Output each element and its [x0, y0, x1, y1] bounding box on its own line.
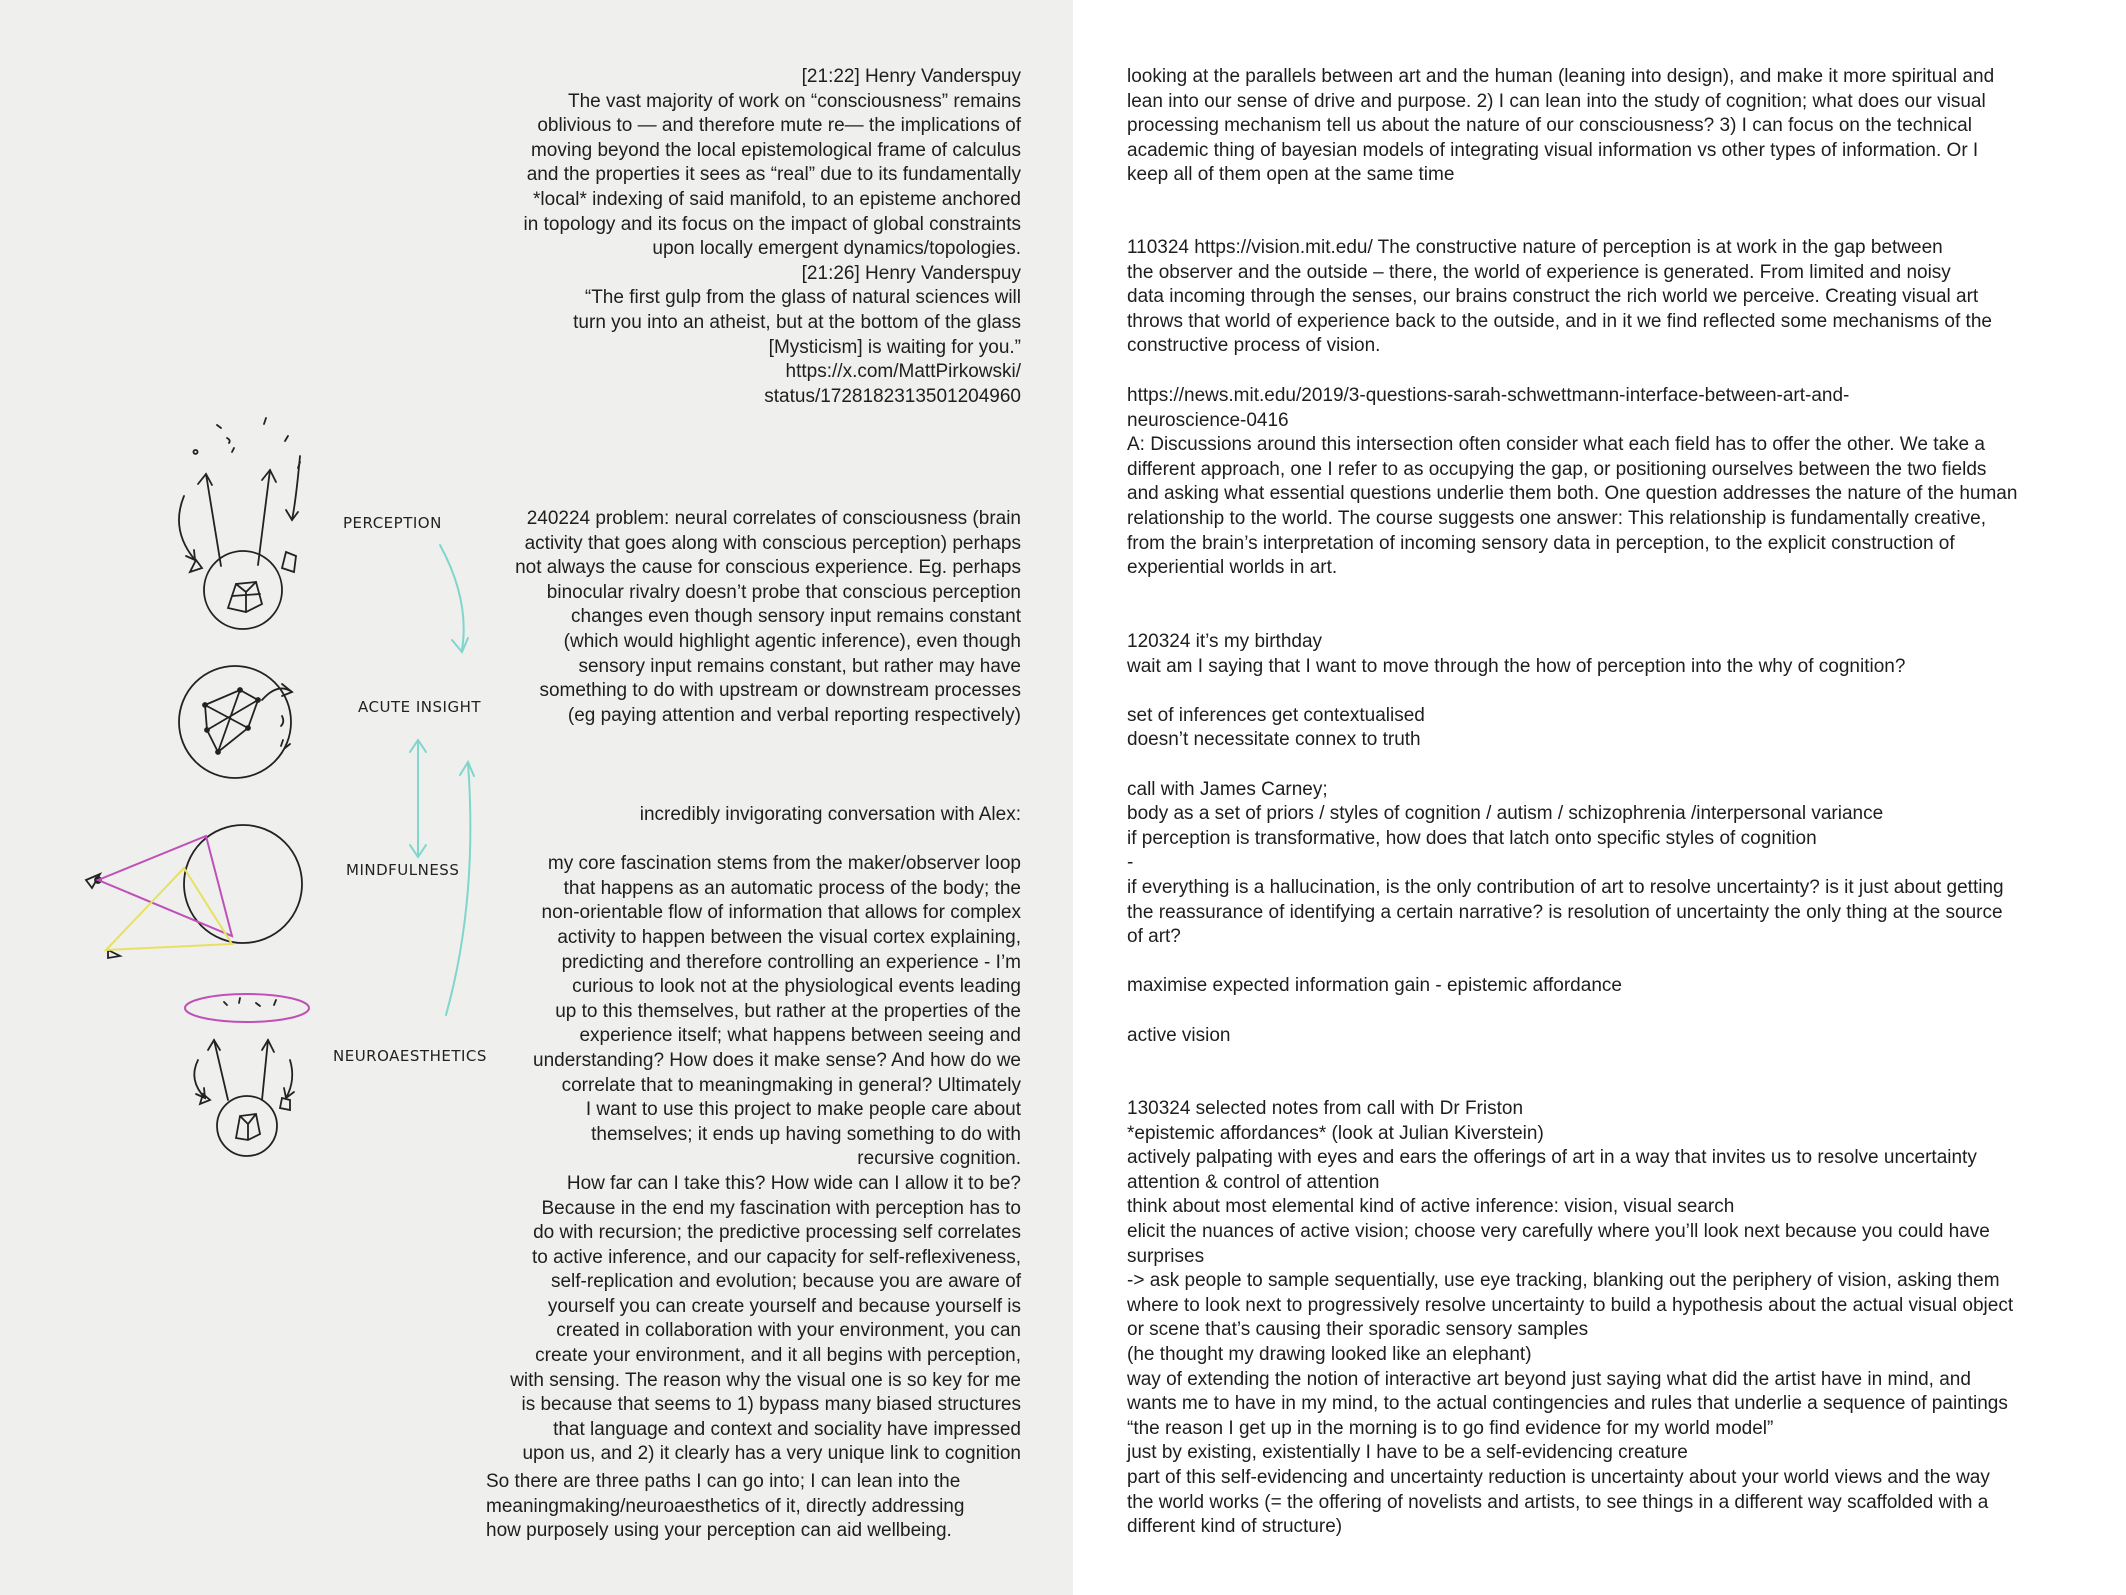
- news-mit-block: https://news.mit.edu/2019/3-questions-sarah-schwettmann-interface-between-art-and- neuroscience-0416 A: Discussions around this intersection often consider what each field has to offer the other. We take a different approach, one I refer to as occupying the gap, or positioning ourselves between the two fields and asking what essential questions underlie them both. One question addresses the nature of the human relationship to the world. The course suggests one answer: This relationship is fundamentally creative, from the brain’s interpretation of incoming sensory data in perception, to the explicit construction of experiential worlds in art.: [1127, 385, 2018, 579]
- label-mindfulness: MINDFULNESS: [346, 861, 460, 879]
- conversation-block: incredibly invigorating conversation with Alex: my core fascination stems from the maker/observer loop that happens as an automatic process of the body; the non-orientable flow of information that allows for complex activity to happen between the visual cortex explaining, predicting and therefore controlling an experience - I’m curious to look not at the physiological events leading up to this themselves, but rather at the properties of the experience itself; what happens between seeing and understanding? How does it make sense? And how do we correlate that to meaningmaking in general? Ultimately I want to use this project to make people care about themselves; it ends up having something to do with recursive cognition. How far can I take this? How wide can I allow it to be? Because in the end my fascination with perception has to do with recursion; the predictive processing self correlates to active inference, and our capacity for self-reflexiveness, self-replication and evolution; because you are aware of yourself you can create yourself and because yourself is created in collaboration with your environment, you can create your environment, and it all begins with perception, with sensing. The reason why the visual one is so key for me is because that seems to 1) bypass many biased structures that language and context and sociality have impressed upon us, and 2) it clearly has a very unique link to cognition: [510, 804, 1021, 1465]
- perception-sketch-diagram: [0, 0, 500, 1200]
- paths-block: So there are three paths I can go into; I can lean into the meaningmaking/neuroaesthetics of it, directly addressing how purposely using your perception can aid wellbeing.: [486, 1471, 965, 1542]
- friston-call-block: 130324 selected notes from call with Dr Friston *epistemic affordances* (look at Julian Kiverstein) actively palpating with eyes and ears the offerings of art in a way that invites us to resolve uncertainty attention & control of attention think about most elemental kind of active inference: vision, visual search elicit the nuances of active vision; choose very carefully where you’ll look next because you could have surprises -> ask people to sample sequentially, use eye tracking, blanking out the periphery of vision, asking them where to look next to progressively resolve uncertainty to build a hypothesis about the actual visual object or scene that’s causing their sporadic sensory samples (he thought my drawing looked like an elephant) way of extending the notion of interactive art beyond just saying what did the artist have in mind, and wants me to have in my mind, to the actual contingencies and rules that underlie a sequence of paintings “the reason I get up in the morning is to go find evidence for my world model” just by existing, existentially I have to be a self-evidencing creature part of this self-evidencing and uncertainty reduction is uncertainty about your world views and the way the world works (= the offering of novelists and artists, to see things in a different way scaffolded with a different kind of structure): [1127, 1098, 2014, 1538]
- problem-block: 240224 problem: neural correlates of consciousness (brain activity that goes along with conscious perception) perhaps not always the cause for conscious experience. Eg. perhaps binocular rivalry doesn’t probe that conscious perception changes even though sensory input remains constant (which would highlight agentic inference), even though sensory input remains constant, but rather may have something to do with upstream or downstream processes (eg paying attention and verbal reporting respectively): [515, 508, 1021, 726]
- chat-block: [21:22] Henry Vanderspuy The vast majority of work on “consciousness” remains oblivious to — and therefore mute re— the implications of moving beyond the local epistemological frame of calculus and the properties it sees as “real” due to its fundamentally *local* indexing of said manifold, to an episteme anchored in topology and its focus on the impact of global constraints upon locally emergent dynamics/topologies. [21:26] Henry Vanderspuy “The first gulp from the glass of natural sciences will turn you into an atheist, but at the bottom of the glass [Mysticism] is waiting for you.” https://x.com/MattPirkowski/ status/1728182313501204960: [523, 66, 1021, 407]
- perception-sphere-icon: [179, 418, 300, 629]
- birthday-block: 120324 it’s my birthday wait am I saying that I want to move through the how of perception into the why of cognition? set of inferences get contextualised doesn’t necessitate connex to truth call with James Carney; body as a set of priors / styles of cognition / autism / schizophrenia /interpersonal variance if perception is transformative, how does that latch onto specific styles of cognition - if everything is a hallucination, is the only contribution of art to resolve uncertainty? is it just about getting the reassurance of identifying a certain narrative? is resolution of uncertainty the only thing at the source of art? maximise expected information gain - epistemic affordance active vision: [1127, 631, 2004, 1046]
- network-circle-icon: [179, 666, 292, 778]
- paths-continued-block: looking at the parallels between art and the human (leaning into design), and make it more spiritual and lean into our sense of drive and purpose. 2) I can lean into the study of cognition; what does our visual processing mechanism tell us about the nature of our consciousness? 3) I can focus on the technical academic thing of bayesian models of integrating visual information vs other types of information. Or I keep all of them open at the same time: [1127, 66, 1995, 186]
- label-neuroaesthetics: NEUROAESTHETICS: [333, 1047, 487, 1065]
- label-acute-insight: ACUTE INSIGHT: [358, 698, 482, 716]
- label-perception: PERCEPTION: [343, 514, 442, 532]
- vision-mit-block: 110324 https://vision.mit.edu/ The constructive nature of perception is at work in the gap between the observer and the outside – there, the world of experience is generated. From limited and noisy data incoming through the senses, our brains construct the rich world we perceive. Creating visual art throws that world of experience back to the outside, and in it we find reflected some mechanisms of the constructive process of vision.: [1127, 237, 1992, 357]
